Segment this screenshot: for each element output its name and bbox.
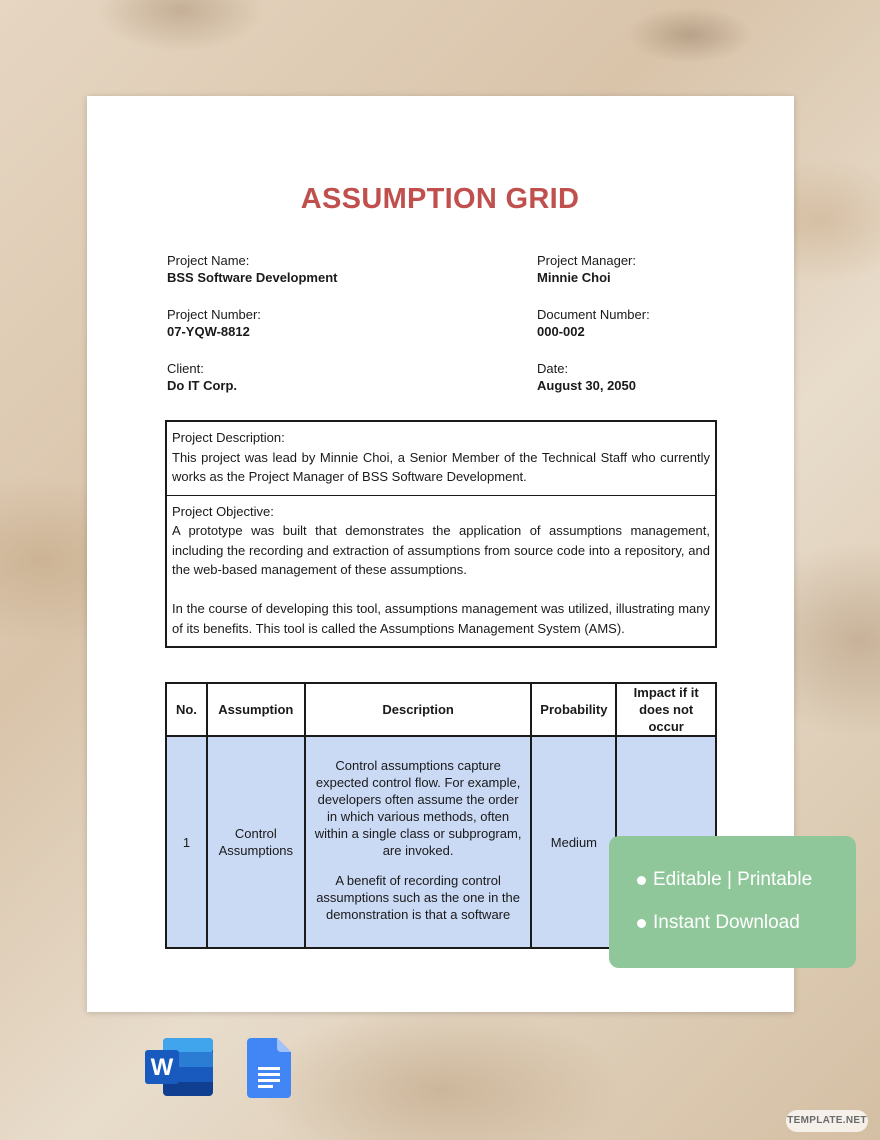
features-badge: [609, 836, 856, 968]
word-icon[interactable]: [145, 1038, 213, 1096]
project-objective-label: Project Objective:: [172, 503, 274, 519]
word-letter: W: [150, 1054, 174, 1081]
cell-description-paragraph-2: A benefit of recording control assumptions such as the one in the demonstration is that a software: [316, 873, 520, 922]
project-manager-field: [537, 252, 636, 286]
bullet-icon: [637, 876, 646, 885]
project-description-label: Project Description:: [172, 430, 285, 445]
document-number-label: Document Number:: [537, 307, 650, 322]
project-number-value: 07-YQW-8812: [167, 324, 250, 339]
project-manager-label: Project Manager:: [537, 253, 636, 268]
date-field: [537, 360, 636, 394]
project-description-text: This project was lead by Minnie Choi, a Senior Member of the Technical Staff who currently works as the Project Manager of BSS Software Development.: [172, 449, 710, 484]
header-probability: Probability: [531, 683, 616, 736]
project-manager-value: Minnie Choi: [537, 270, 611, 285]
badge-line-1-text: Editable | Printable: [653, 869, 813, 890]
cell-assumption: Control Assumptions: [207, 736, 305, 948]
google-docs-icon[interactable]: [247, 1038, 291, 1098]
header-impact: Impact if it does not occur: [616, 683, 716, 736]
project-name-value: BSS Software Development: [167, 270, 338, 285]
document-number-value: 000-002: [537, 324, 585, 339]
project-number-label: Project Number:: [167, 307, 261, 322]
badge-line-2-text: Instant Download: [653, 912, 800, 933]
date-label: Date:: [537, 361, 569, 376]
header-description: Description: [305, 683, 532, 736]
template-watermark: TEMPLATE.NET: [786, 1110, 868, 1132]
client-value: Do IT Corp.: [167, 378, 238, 393]
cell-probability: Medium: [531, 736, 616, 948]
header-no: No.: [166, 683, 207, 736]
client-label: Client:: [167, 361, 204, 376]
date-value: August 30, 2050: [537, 378, 636, 393]
document-title: ASSUMPTION GRID: [300, 183, 580, 215]
bullet-icon: [637, 919, 646, 928]
project-description-section: [167, 422, 715, 495]
project-objective-paragraph-2: In the course of developing this tool, assumptions management was utilized, illustrating many of its benefits. This tool is called the Assumptions Management System (AMS).: [172, 601, 710, 636]
project-name-label: Project Name:: [167, 253, 250, 268]
project-number-field: [167, 306, 261, 340]
project-objective-paragraph-1: A prototype was built that demonstrates the application of assumptions management, including the recording and extraction of assumptions from source code into a repository, and the web-based management of these assumptions.: [172, 523, 710, 577]
project-name-field: [167, 252, 338, 286]
table-header-row: [166, 683, 716, 736]
project-objective-section: [167, 495, 715, 647]
cell-description-paragraph-1: Control assumptions capture expected control flow. For example, developers often assume the order in which various methods, often within a single class or subprogram, are invoked.: [314, 758, 522, 858]
cell-no: 1: [166, 736, 207, 948]
badge-line-download: [637, 912, 800, 934]
client-field: [167, 360, 237, 394]
badge-line-editable: [637, 869, 812, 891]
project-info-box: [165, 420, 717, 648]
cell-description: [305, 736, 532, 948]
document-number-field: [537, 306, 650, 340]
header-assumption: Assumption: [207, 683, 305, 736]
